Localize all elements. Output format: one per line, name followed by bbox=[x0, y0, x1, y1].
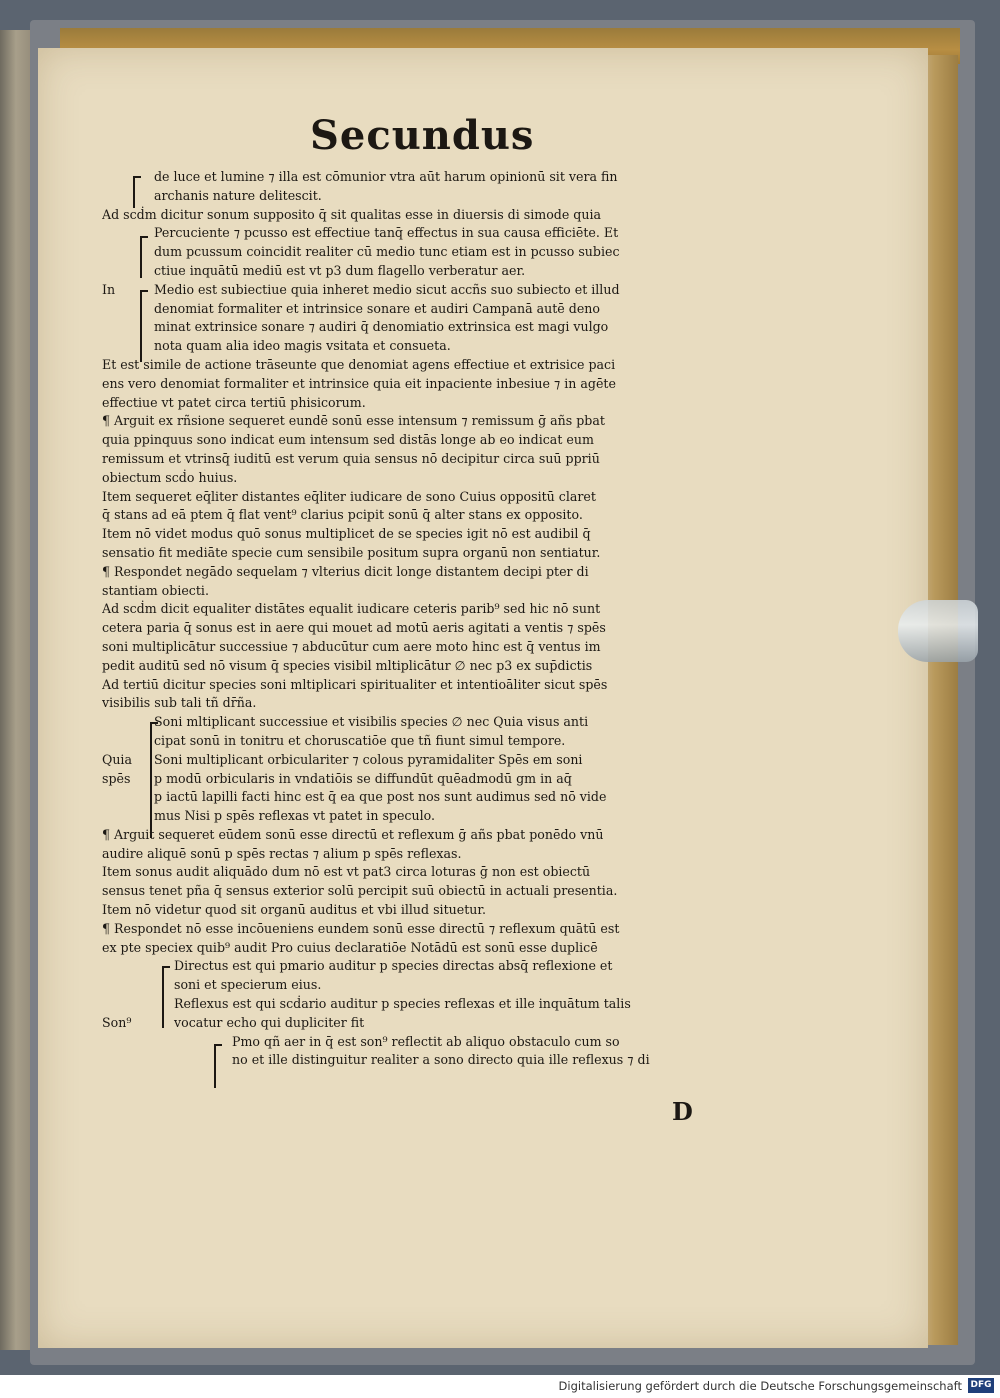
text-line bbox=[102, 901, 742, 920]
text-line bbox=[102, 563, 742, 582]
text-line bbox=[102, 469, 742, 488]
text-line bbox=[102, 318, 742, 337]
text-line bbox=[102, 1051, 742, 1070]
line-text: ens vero denomiat formaliter et intrinsice quia eit inpaciente inbesiue ⁊ in agēte bbox=[102, 375, 616, 391]
line-text: obiectum scḋo huius. bbox=[102, 469, 238, 485]
text-line bbox=[102, 770, 742, 789]
text-line bbox=[102, 525, 742, 544]
margin-gloss: Son⁹ bbox=[102, 1014, 132, 1030]
line-text: Soni multiplicant orbiculariter ⁊ colous pyramidaliter Spēs em soni bbox=[154, 751, 583, 767]
line-text: denomiat formaliter et intrinsice sonare et audiri Campanā autē deno bbox=[154, 300, 600, 316]
text-line bbox=[102, 619, 742, 638]
text-line bbox=[102, 206, 742, 225]
text-line bbox=[102, 544, 742, 563]
line-text: Soni mltiplicant successiue et visibilis species ∅ nec Quia visus anti bbox=[154, 714, 589, 730]
line-text: pedit auditū sed nō visum q̄ species visibil mltiplicātur ∅ nec p3 ex sup̄dictis bbox=[102, 657, 593, 673]
line-text: dum pcussum coincidit realiter cū medio tunc etiam est in pcusso subiec bbox=[154, 244, 620, 260]
margin-gloss: Quia bbox=[102, 751, 132, 767]
line-text: visibilis sub tali tñ dr̄ña. bbox=[102, 695, 257, 711]
text-line bbox=[102, 356, 742, 375]
text-line bbox=[102, 600, 742, 619]
line-text: q̄ stans ad eā ptem q̄ flat vent⁹ clarius pcipit sonū q̄ alter stans ex opposito. bbox=[102, 507, 583, 523]
text-line bbox=[102, 713, 742, 732]
text-line bbox=[102, 826, 742, 845]
text-line bbox=[102, 224, 742, 243]
text-line bbox=[102, 506, 742, 525]
main-text bbox=[102, 168, 742, 1070]
text-line bbox=[102, 168, 742, 187]
line-text: ¶ Respondet nō esse incōueniens eundem sonū esse directū ⁊ reflexum quātū est bbox=[102, 920, 620, 936]
line-text: Ad scḋm dicit equaliter distātes equalit iudicare ceteris parib⁹ sed hic nō sunt bbox=[102, 601, 601, 617]
text-line bbox=[102, 281, 742, 300]
text-line bbox=[102, 582, 742, 601]
line-text: Item nō videt modus quō sonus multiplicet de se species igit nō est audibil q̄ bbox=[102, 526, 591, 542]
running-heading: Secundus bbox=[310, 112, 535, 159]
text-line bbox=[102, 488, 742, 507]
bracket-mark bbox=[140, 236, 148, 278]
line-text: p iactū lapilli facti hinc est q̄ ea que post nos sunt audimus sed nō vide bbox=[154, 789, 607, 805]
line-text: ¶ Respondet negādo sequelam ⁊ vlterius dicit longe distantem decipi pter di bbox=[102, 563, 589, 579]
line-text: cetera paria q̄ sonus est in aere qui mouet ad motū aeris agitati a ventis ⁊ spēs bbox=[102, 620, 606, 636]
text-line bbox=[102, 187, 742, 206]
line-text: remissum et vtrinsq̄ iuditū est verum quia sensus nō decipitur circa suū ppriū bbox=[102, 450, 600, 466]
line-text: Et est simile de actione trāseunte que denomiat agens effectiue et extrisice paci bbox=[102, 356, 616, 372]
text-line bbox=[102, 394, 742, 413]
text-line bbox=[102, 243, 742, 262]
line-text: vocatur echo qui dupliciter fit bbox=[174, 1014, 365, 1030]
line-text: Medio est subiectiue quia inheret medio sicut accñs suo subiecto et illud bbox=[154, 281, 620, 297]
line-text: Pmo qñ aer in q̄ est son⁹ reflectit ab aliquo obstaculo cum so bbox=[232, 1033, 620, 1049]
text-line bbox=[102, 1033, 742, 1052]
text-line bbox=[102, 882, 742, 901]
line-text: Item sonus audit aliquādo dum nō est vt pat3 circa loturas ḡ non est obiectū bbox=[102, 864, 591, 880]
text-line bbox=[102, 694, 742, 713]
text-line bbox=[102, 638, 742, 657]
line-text: quia ppinquus sono indicat eum intensum sed distās longe ab eo indicat eum bbox=[102, 432, 594, 448]
text-line bbox=[102, 262, 742, 281]
text-line bbox=[102, 657, 742, 676]
line-text: p modū orbicularis in vndatiōis se diffundūt quēadmodū gm in aq̄ bbox=[154, 770, 572, 786]
bracket-mark bbox=[133, 176, 141, 208]
line-text: soni multiplicātur successiue ⁊ abducūtur cum aere moto hinc est q̄ ventus im bbox=[102, 638, 601, 654]
line-text: ¶ Arguit sequeret eūdem sonū esse directū et reflexum ḡ añs pbat ponēdo vnū bbox=[102, 826, 604, 842]
bracket-mark bbox=[140, 290, 148, 362]
line-text: Percuciente ⁊ pcusso est effectiue tanq̄ effectus in sua causa efficiēte. Et bbox=[154, 225, 619, 241]
line-text: ex pte speciex quib⁹ audit Pro cuius declaratiōe Notādū est sonū esse duplicē bbox=[102, 939, 598, 955]
text-line bbox=[102, 788, 742, 807]
line-text: cipat sonū in tonitru et choruscatiōe que tñ fiunt simul tempore. bbox=[154, 732, 566, 748]
text-line bbox=[102, 431, 742, 450]
text-line bbox=[102, 976, 742, 995]
line-text: ctiue inquātū mediū est vt p3 dum flagello verberatur aer. bbox=[154, 262, 526, 278]
text-line bbox=[102, 845, 742, 864]
footer-bar bbox=[0, 1375, 1000, 1398]
line-text: stantiam obiecti. bbox=[102, 582, 209, 598]
line-text: archanis nature delitescit. bbox=[154, 187, 322, 203]
text-line bbox=[102, 995, 742, 1014]
catchword: D bbox=[672, 1097, 693, 1126]
line-text: Item nō videtur quod sit organū auditus et vbi illud situetur. bbox=[102, 902, 487, 918]
dfg-logo: DFG bbox=[968, 1378, 994, 1393]
line-text: no et ille distinguitur realiter a sono directo quia ille reflexus ⁊ di bbox=[232, 1052, 650, 1068]
line-text: Reflexus est qui scḋario auditur p species reflexas et ille inquātum talis bbox=[174, 996, 631, 1012]
text-line bbox=[102, 957, 742, 976]
text-line bbox=[102, 375, 742, 394]
text-line bbox=[102, 450, 742, 469]
line-text: nota quam alia ideo magis vsitata et consueta. bbox=[154, 338, 451, 354]
text-line bbox=[102, 300, 742, 319]
bracket-mark bbox=[150, 722, 158, 838]
bracket-mark bbox=[214, 1044, 222, 1088]
footer-credit: Digitalisierung gefördert durch die Deutsche Forschungsgemeinschaft bbox=[558, 1379, 962, 1393]
bracket-mark bbox=[162, 966, 170, 1028]
text-line bbox=[102, 920, 742, 939]
text-line bbox=[102, 807, 742, 826]
text-line bbox=[102, 939, 742, 958]
line-text: minat extrinsice sonare ⁊ audiri q̄ denomiatio extrinsica est magi vulgo bbox=[154, 319, 609, 335]
line-text: Item sequeret eq̄liter distantes eq̄liter iudicare de sono Cuius oppositū claret bbox=[102, 488, 596, 504]
line-text: Ad scḋm dicitur sonum supposito q̄ sit qualitas esse in diuersis di simode quia bbox=[102, 206, 602, 222]
line-text: Directus est qui pmario auditur p species directas absq̄ reflexione et bbox=[174, 958, 613, 974]
text-line bbox=[102, 412, 742, 431]
margin-gloss: In bbox=[102, 281, 116, 297]
text-line bbox=[102, 863, 742, 882]
line-text: mus Nisi p spēs reflexas vt patet in speculo. bbox=[154, 808, 435, 824]
margin-gloss: spēs bbox=[102, 770, 131, 786]
text-line bbox=[102, 337, 742, 356]
line-text: audire aliquē sonū p spēs rectas ⁊ alium p spēs reflexas. bbox=[102, 845, 462, 861]
line-text: sensus tenet pña q̄ sensus exterior solū percipit suū obiectū in actuali presentia. bbox=[102, 883, 618, 899]
text-line bbox=[102, 676, 742, 695]
line-text: de luce et lumine ⁊ illa est cōmunior vtra aūt harum opinionū sit vera fin bbox=[154, 169, 618, 184]
text-line bbox=[102, 1014, 742, 1033]
text-line bbox=[102, 751, 742, 770]
line-text: effectiue vt patet circa tertiū phisicorum. bbox=[102, 394, 366, 410]
text-line bbox=[102, 732, 742, 751]
line-text: ¶ Arguit ex rñsione sequeret eundē sonū esse intensum ⁊ remissum ḡ añs pbat bbox=[102, 413, 605, 429]
line-text: Ad tertiū dicitur species soni mltiplicari spiritualiter et intentioāliter sicut spēs bbox=[102, 676, 608, 692]
line-text: soni et specierum eius. bbox=[174, 977, 322, 993]
page-clip bbox=[898, 600, 978, 662]
line-text: sensatio fit mediāte specie cum sensibile positum supra organū non sentiatur. bbox=[102, 544, 601, 560]
